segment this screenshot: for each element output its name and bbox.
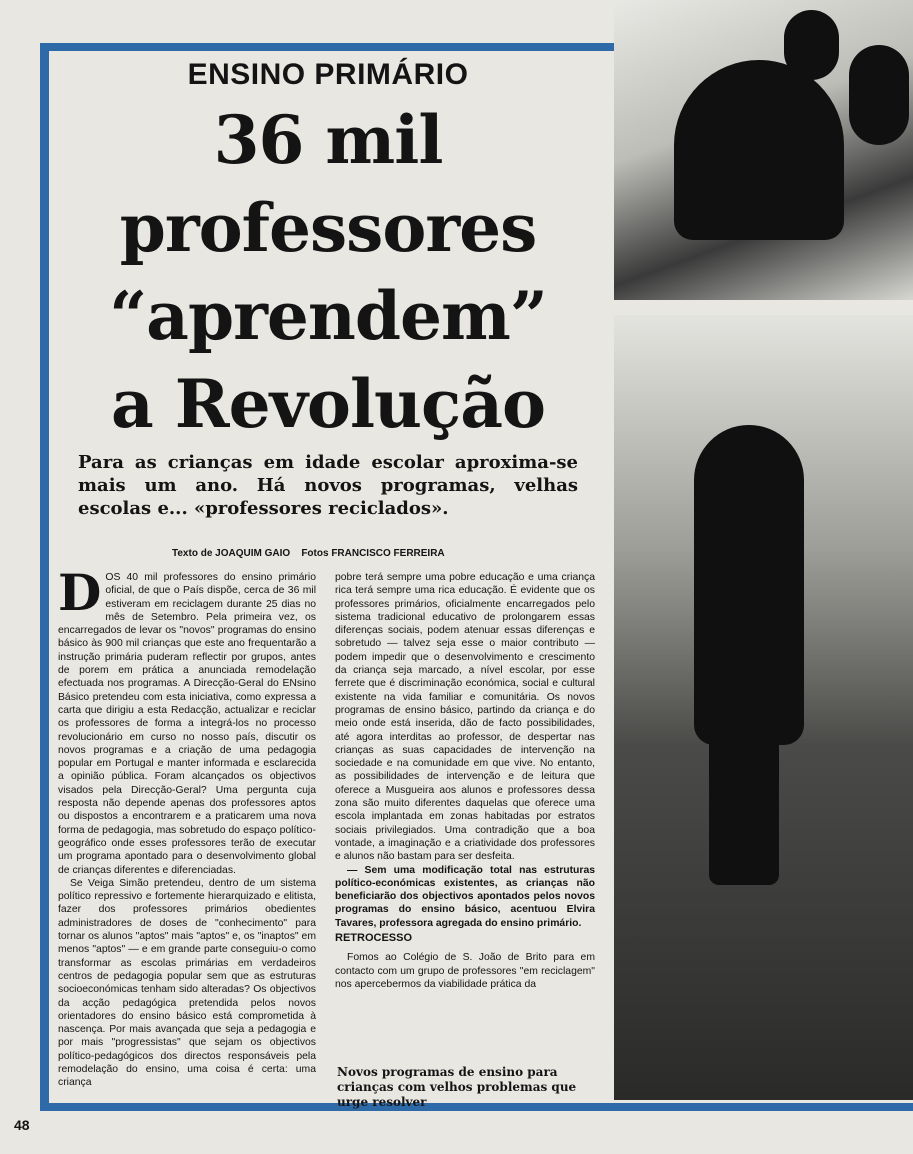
headline-line: a Revolução	[111, 365, 545, 443]
paragraph: Se Veiga Simão pretendeu, dentro de um sistema político repressivo e fortemente hierarquizado e elitista, fazer dos professores primários obedientes administradores de doses de "conhecimento" para tornar os alunos "aptos" mais "aptos" e, os "inaptos" em menos "aptos" — e em grande parte conseguiu-o como transformar as escolas primárias em verdadeiros centros de pedagogia popular sem que as estruturas socioeconómicas tenham sido alteradas? Os objectivos da acção pedagógica pretendida pelos novos orientadores do ensino básico está comprometida à nascença. Por mais avançada que seja a pedagogia e por mais "progressistas" que sejam os objectivos político-pedagógicos dos directos responsáveis pela remodelação do ensino, uma coisa é certa: uma criança	[58, 877, 316, 1089]
article-lead: Para as crianças em idade escolar aproxima-se mais um ano. Há novos programas, velhas escolas e... «professores reciclados».	[78, 452, 578, 519]
headline-line: professores	[119, 189, 537, 267]
article-column-right	[335, 571, 595, 991]
page-number: 48	[14, 1117, 30, 1133]
headline-line: “aprendem”	[109, 277, 547, 355]
paragraph: Fomos ao Colégio de S. João de Brito para em contacto com um grupo de professores "em reciclagem" nos apercebermos da viabilidade prática da	[335, 952, 595, 990]
photo-teachers-figure-2	[784, 10, 839, 80]
article-credits	[172, 548, 445, 559]
article-kicker: ENSINO PRIMÁRIO	[187, 58, 469, 91]
paragraph: — Sem uma modificação total nas estruturas político-económicas existentes, as crianças não beneficiarão dos objectivos apontados pelos novos programas do ensino básico, acentuou Elvira Tavares, professora agregada do ensino primário.	[335, 864, 595, 929]
photo-teachers-figure-3	[849, 45, 909, 145]
article-column-left	[58, 563, 316, 1090]
photo-teachers	[614, 0, 913, 300]
photo-caption: Novos programas de ensino para crianças com velhos problemas que urge resolver	[337, 1065, 577, 1109]
credits-photo-author: FRANCISCO FERREIRA	[331, 548, 445, 559]
credits-photo-label: Fotos	[301, 548, 329, 559]
paragraph: OS 40 mil professores do ensino primário oficial, de que o País dispõe, cerca de 36 mil estiveram em reciclagem durante 25 dias no mês de Setembro. Pela primeira vez, os encarregados de levar os "novos" programas do ensino básico às 900 mil crianças que este ano frequentarão a instrução primária puderam reflectir por grupos, antes de porem em prática a anunciada remodelação efectuada nos programas. A Direcção-Geral do ENsino Básico pretendeu com esta iniciativa, como expressa a carta que dirigiu a esta Redacção, actualizar e reciclar os professores de forma a integrá-los no processo revolucionário em curso no nosso país, discutir os novos programas e a criação de uma pedagogia popular em Portugal e manter informada e esclarecida a opinião pública. Foram alcançados os objectivos visados pela Direcção-Geral? Uma pergunta cuja resposta não depende apenas dos professores aptos ou dispostos a encontrarem e a praticarem uma nova forma de pedagogia, mas sobretudo do espaço político-geográfico onde esses professores terão de executar um programa apontado para o desenvolvimento global de crianças diferentes e diferenciadas.	[58, 572, 316, 876]
credits-text-author: JOAQUIM GAIO	[215, 548, 291, 559]
headline-line: 36 mil	[213, 101, 443, 179]
section-subhead: RETROCESSO	[335, 932, 413, 945]
photo-girl-legs	[709, 735, 779, 885]
frame-top-rule	[40, 43, 614, 51]
photo-teachers-figure	[674, 60, 844, 240]
photo-girl-walking	[614, 315, 913, 1100]
paragraph: pobre terá sempre uma pobre educação e uma criança rica terá sempre uma rica educação. É evidente que os professores primários, oficialmente encarregados pelo sistema tradicional educativo de prolongarem essas diferenças sociais, podem atenuar essas diferenças e sobretudo — talvez seja esse o maior contributo — podem impedir que o desenvolvimento e crescimento da criança seja marcado, a nível escolar, por esse ferrete que é discriminação económica, social e cultural existente na vida familiar e comunitária. Os novos programas de ensino básico, partindo da criança e do meio onde está inserida, dão de facto possibilidades, até agora interditas ao professor, de despertar nas crianças as suas capacidades de intervenção na sociedade e na comunidade em que vive. No entanto, as possibilidades de intervenção e de leitura que oferece a Musgueira aos alunos e professores dessa zona são muito diferentes daquelas que oferece uma escola implantada em zonas habitadas por estratos sociais privilegiados. Uma contradição que a boa vontade, a imaginação e a criatividade dos professores e alunos não bastam para ser desfeita.	[335, 572, 595, 863]
credits-text-label: Texto de	[172, 548, 213, 559]
dropcap: D	[58, 563, 102, 622]
article-headline	[58, 96, 598, 448]
frame-left-rule	[40, 43, 49, 1111]
photo-girl-figure	[694, 425, 804, 745]
